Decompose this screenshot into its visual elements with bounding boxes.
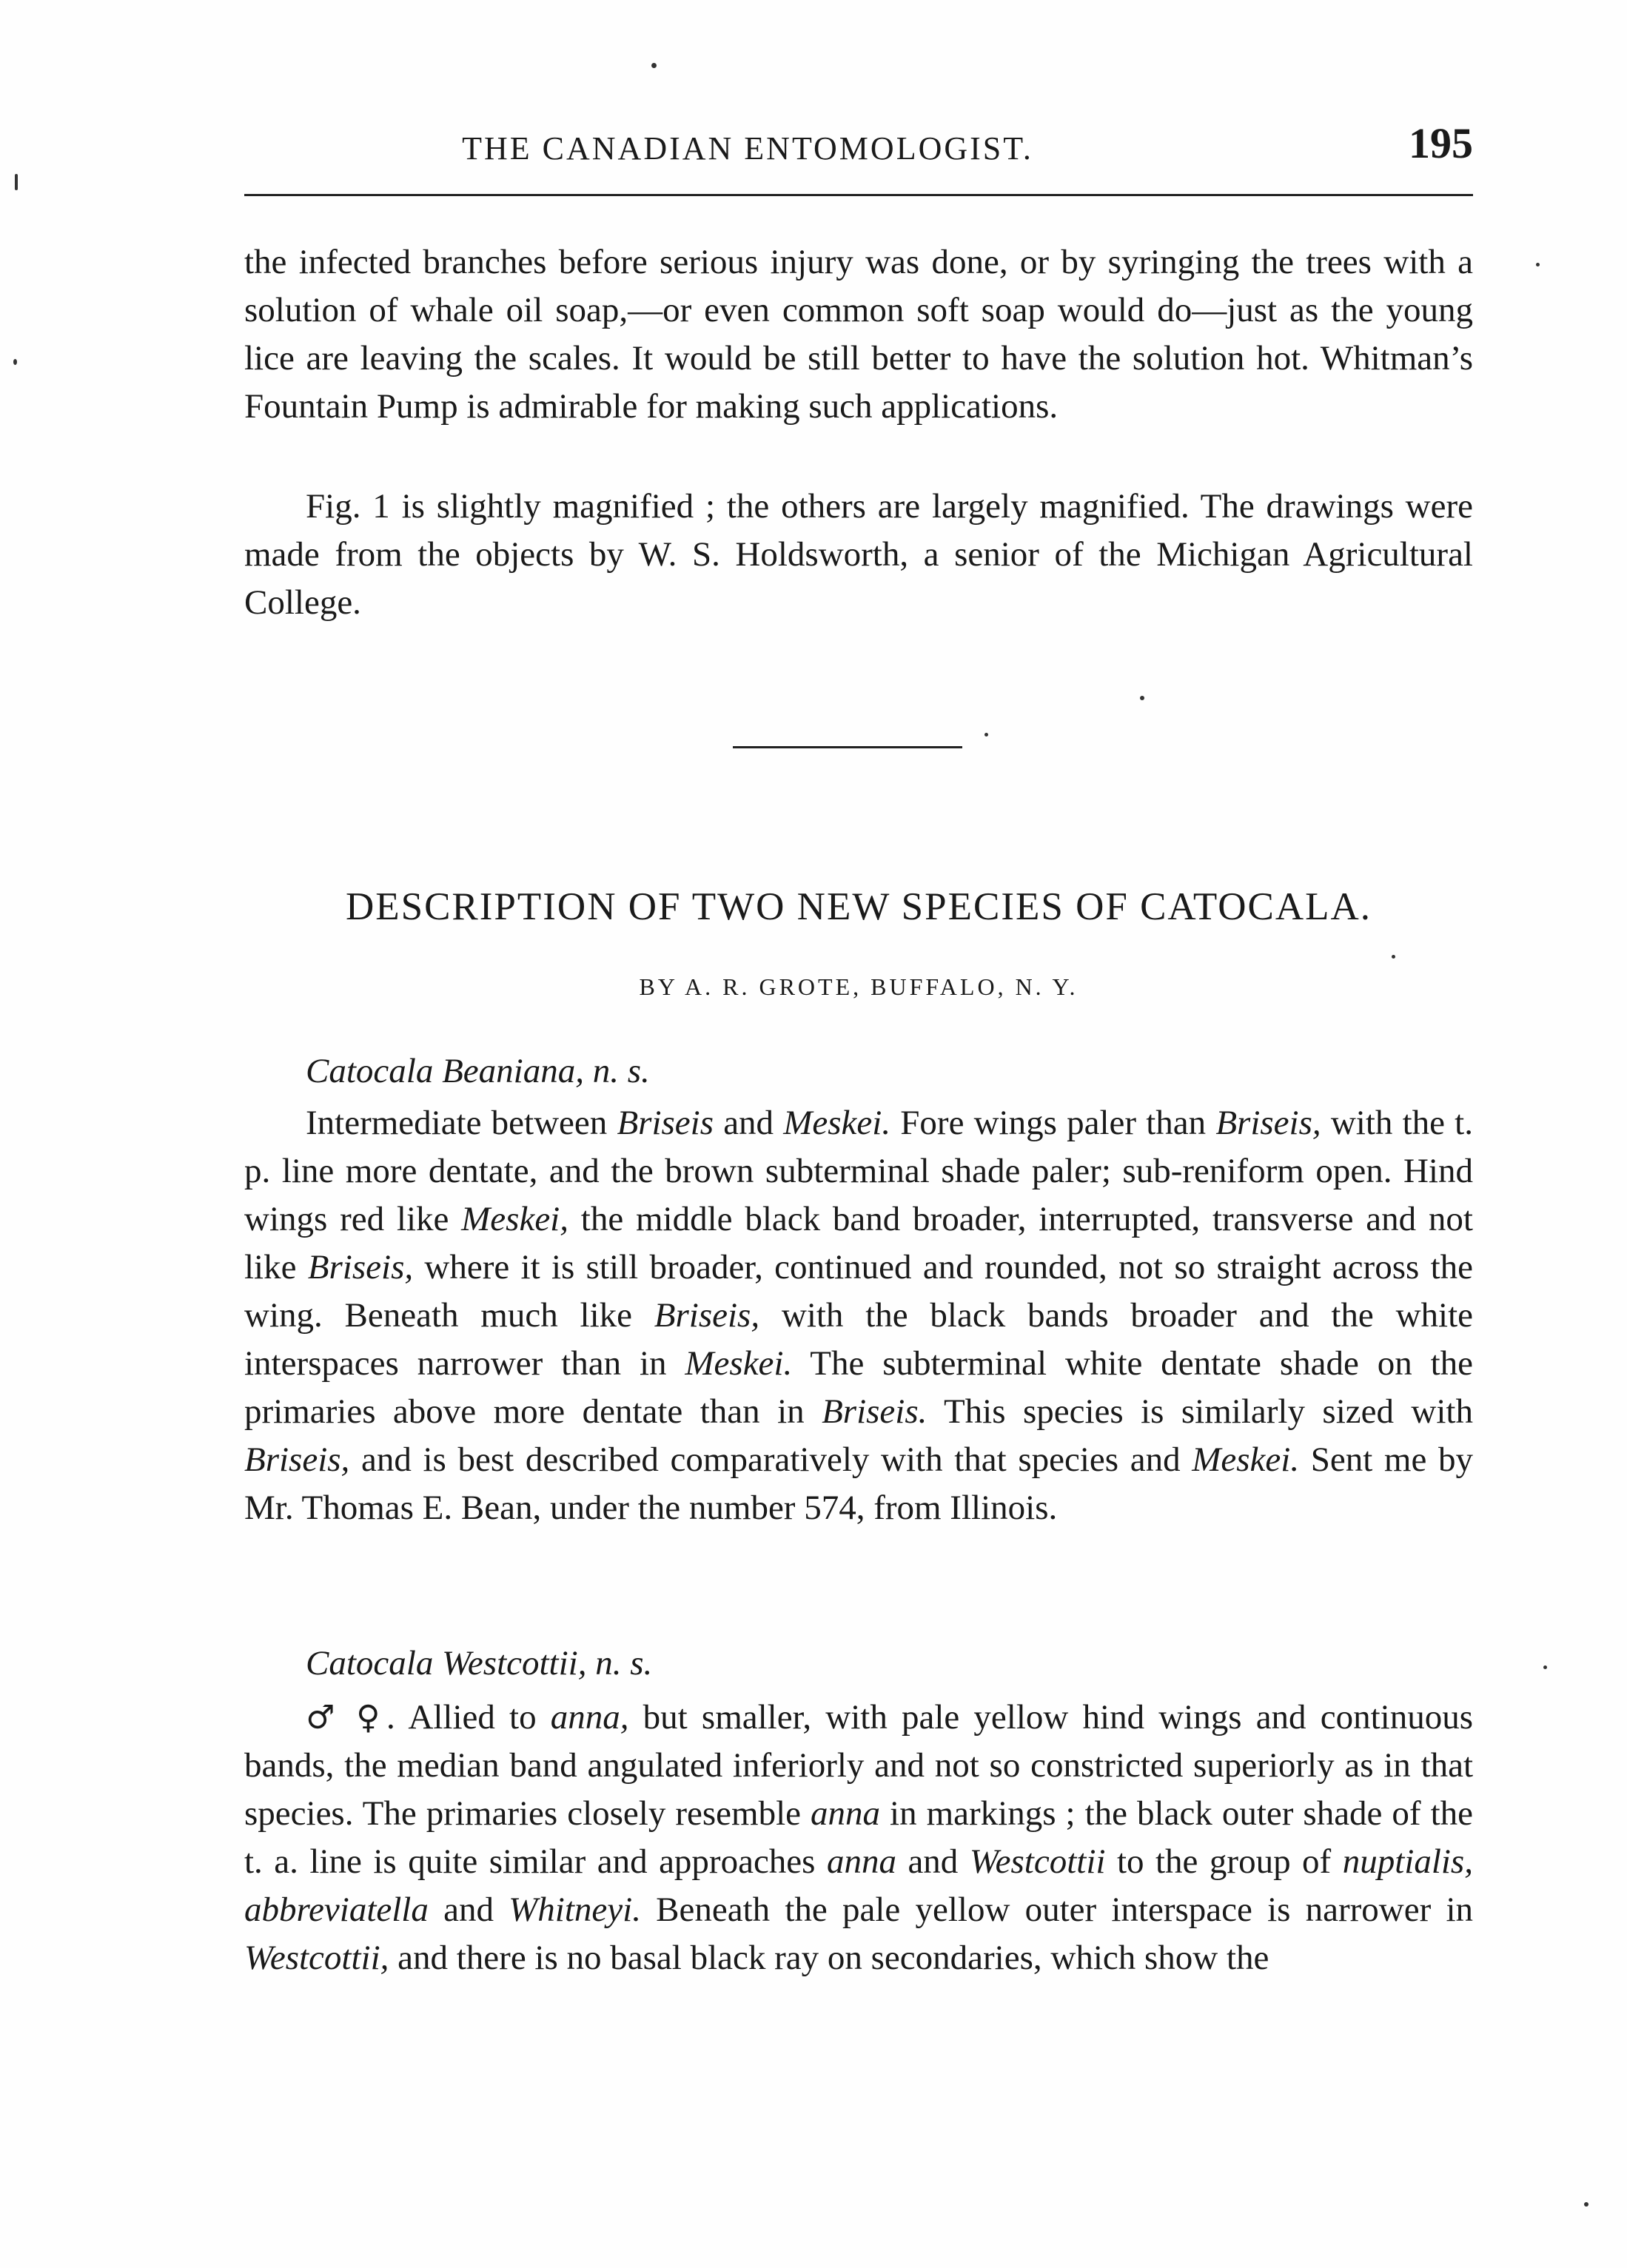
scan-speck xyxy=(13,359,17,365)
figure-note-paragraph xyxy=(244,483,1473,627)
scan-speck xyxy=(15,174,18,190)
section-divider xyxy=(733,746,962,748)
scan-speck xyxy=(1584,2202,1589,2207)
species-description-beaniana xyxy=(244,1099,1473,1532)
paragraph-text: the infected branches before serious injury was done, or by syringing the trees with a solution of whale oil soap,—or even common soft soap would do—just as the young lice are leaving the scales. It would be still better to have the solution hot. Whitman’s Fountain Pump is admirable for making such applications. xyxy=(244,243,1473,426)
description-text: ♂ ♀. Allied to anna, but smaller, with pale yellow hind wings and continuous bands, the median band angulated inferiorly and not so constricted superiorly as in that species. The primaries closely resemble anna in markings ; the black outer shade of the t. a. line is quite similar and approaches anna and Westcottii to the group of nuptialis, abbreviatella and Whitneyi. Beneath the pale yellow outer interspace is narrower in Westcottii, and there is no basal black ray on secondaries, which show the xyxy=(244,1698,1474,1977)
article-title: DESCRIPTION OF TWO NEW SPECIES OF CATOCALA. xyxy=(345,885,1372,928)
species-heading-beaniana: Catocala Beaniana, n. s. xyxy=(306,1052,650,1090)
page-header xyxy=(0,111,1627,170)
scan-speck xyxy=(651,63,657,68)
sex-symbols: ♂ ♀. xyxy=(306,1699,396,1737)
scan-speck xyxy=(984,733,988,737)
running-title: THE CANADIAN ENTOMOLOGIST. xyxy=(462,130,1033,167)
scan-speck xyxy=(1543,1665,1547,1669)
scan-speck xyxy=(1140,696,1144,700)
header-rule xyxy=(244,194,1473,196)
scan-speck xyxy=(1536,263,1540,266)
species-heading-westcottii: Catocala Westcottii, n. s. xyxy=(306,1644,653,1682)
description-text: Intermediate between Briseis and Meskei. Fore wings paler than Briseis, with the t. p. line more dentate, and the brown subterminal shade paler; sub-reniform open. Hind wings red like Meskei, the middle black band broader, interrupted, transverse and not like Briseis, where it is still broader, continued and rounded, not so straight across the wing. Beneath much like Briseis, with the black bands broader and the white interspaces narrower than in Meskei. The subterminal white dentate shade on the primaries above more dentate than in Briseis. This species is similarly sized with Briseis, and is best described comparatively with that species and Meskei. Sent me by Mr. Thomas E. Bean, under the number 574, from Illinois. xyxy=(244,1104,1474,1527)
species-description-westcottii xyxy=(244,1694,1473,1982)
continuation-paragraph xyxy=(244,238,1473,431)
page-number: 195 xyxy=(1409,119,1473,167)
paragraph-text: Fig. 1 is slightly magnified ; the others are largely magnified. The drawings were made from the objects by W. S. Holdsworth, a senior of the Michigan Agricultural College. xyxy=(244,487,1473,622)
scan-speck xyxy=(1392,955,1395,959)
article-byline: BY A. R. GROTE, BUFFALO, N. Y. xyxy=(639,973,1078,1000)
